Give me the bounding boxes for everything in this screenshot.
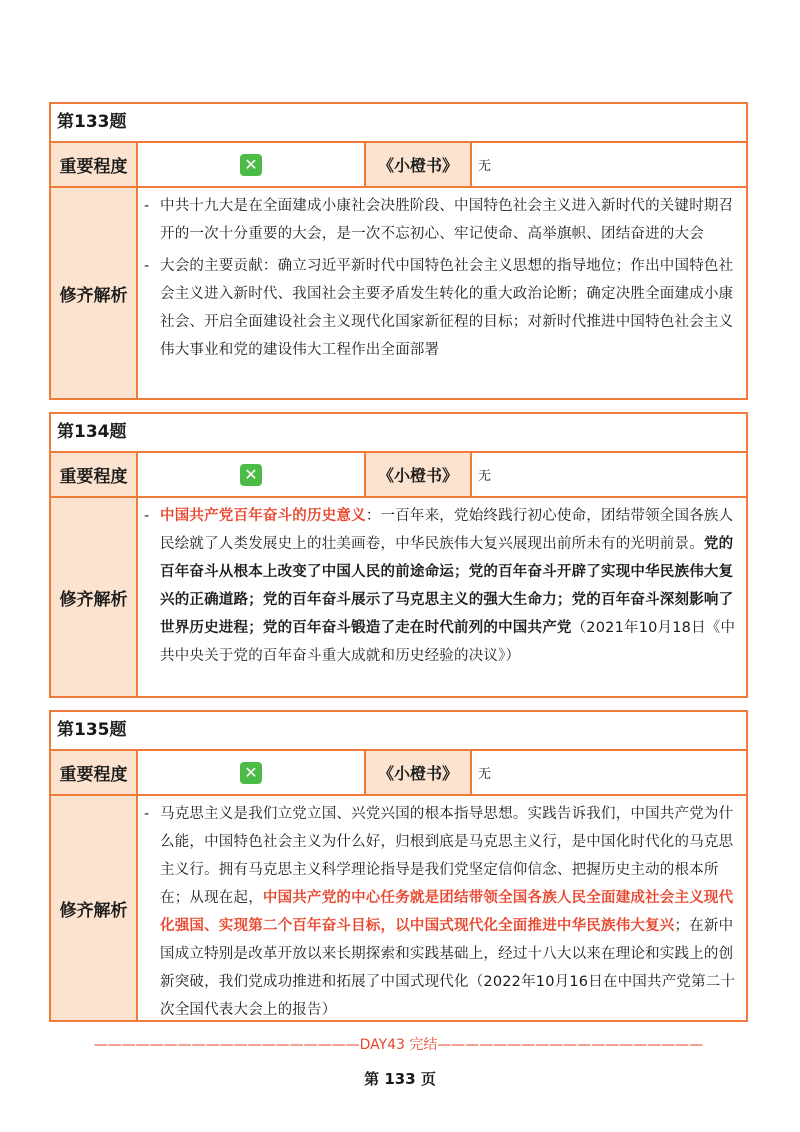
book-value: 无	[478, 159, 492, 174]
bullet-dash: -	[144, 258, 150, 274]
cross-mark-icon: ✕	[240, 464, 262, 486]
analysis-row	[51, 796, 746, 1020]
book-label: 《小橙书》	[366, 143, 472, 186]
importance-label: 重要程度	[51, 751, 138, 794]
paragraph-text: 中共十九大是在全面建成小康社会决胜阶段、中国特色社会主义进入新时代的关键时期召开的一次十分重要的大会，是一次不忘初心、牢记使命、高举旗帜、团结奋进的大会	[160, 198, 734, 242]
question-block-135	[49, 710, 748, 1022]
paragraph-text: （2021年10月18日《中共中央关于党的百年奋斗重大成就和历史经验的决议》）	[160, 620, 736, 664]
analysis-label: 修齐解析	[51, 498, 138, 696]
book-value: 无	[478, 767, 492, 782]
book-label: 《小橙书》	[366, 453, 472, 496]
analysis-paragraph	[144, 800, 738, 1024]
question-block-134	[49, 412, 748, 698]
importance-mark-cell	[138, 453, 366, 496]
analysis-row	[51, 188, 746, 398]
analysis-row	[51, 498, 746, 696]
bold-text: 党的百年奋斗从根本上改变了中国人民的前途命运；党的百年奋斗开辟了实现中华民族伟大复兴的正确道路；党的百年奋斗展示了马克思主义的强大生命力；党的百年奋斗深刻影响了世界历史进程；党的百年奋斗锻造了走在时代前列的中国共产党	[160, 536, 734, 636]
importance-label: 重要程度	[51, 453, 138, 496]
analysis-label: 修齐解析	[51, 188, 138, 398]
bullet-dash: -	[144, 806, 150, 822]
book-label: 《小橙书》	[366, 751, 472, 794]
importance-row	[51, 143, 746, 188]
bullet-dash: -	[144, 198, 150, 214]
analysis-paragraph	[144, 252, 738, 364]
cross-mark-icon: ✕	[240, 762, 262, 784]
highlight-text: 中国共产党百年奋斗的历史意义	[160, 508, 366, 524]
importance-mark-cell	[138, 751, 366, 794]
importance-mark-cell	[138, 143, 366, 186]
cross-mark-icon: ✕	[240, 154, 262, 176]
analysis-body	[138, 188, 746, 398]
analysis-paragraph	[144, 502, 738, 670]
question-title: 第133题	[51, 104, 746, 143]
paragraph-text: ；在新中国成立特别是改革开放以来长期探索和实践基础上，经过十八大以来在理论和实践上的创新突破，我们党成功推进和拓展了中国式现代化（2022年10月16日在中国共产党第二十次全国代表大会上的报告）	[160, 918, 736, 1018]
book-value: 无	[478, 469, 492, 484]
analysis-body	[138, 498, 746, 696]
importance-row	[51, 751, 746, 796]
question-title: 第134题	[51, 414, 746, 453]
analysis-body	[138, 796, 746, 1020]
paragraph-text: ：一百年来，党始终践行初心使命，团结带领全国各族人民绘就了人类发展史上的壮美画卷，中华民族伟大复兴展现出前所未有的光明前景。	[160, 508, 734, 552]
analysis-paragraph	[144, 192, 738, 248]
bullet-dash: -	[144, 508, 150, 524]
paragraph-text: 马克思主义是我们立党立国、兴党兴国的根本指导思想。实践告诉我们，中国共产党为什么能，中国特色社会主义为什么好，归根到底是马克思主义行，是中国化时代化的马克思主义行。拥有马克思主义科学理论指导是我们党坚定信仰信念、把握历史主动的根本所在；从现在起，	[160, 806, 734, 906]
paragraph-text: 大会的主要贡献：确立习近平新时代中国特色社会主义思想的指导地位；作出中国特色社会主义进入新时代、我国社会主要矛盾发生转化的重大政治论断；确定决胜全面建成小康社会、开启全面建设社会主义现代化国家新征程的目标；对新时代推进中国特色社会主义伟大事业和党的建设伟大工程作出全面部署	[160, 258, 734, 358]
analysis-label: 修齐解析	[51, 796, 138, 1020]
importance-row	[51, 453, 746, 498]
highlight-text: 中国共产党的中心任务就是团结带领全国各族人民全面建成社会主义现代化强国、实现第二个百年奋斗目标，以中国式现代化全面推进中华民族伟大复兴	[160, 890, 734, 934]
importance-label: 重要程度	[51, 143, 138, 186]
page-number: 第 133 页	[364, 1070, 436, 1088]
day-complete-divider: ———————————————————DAY43 完结———————————————————	[93, 1037, 704, 1053]
question-title: 第135题	[51, 712, 746, 751]
question-block-133	[49, 102, 748, 400]
